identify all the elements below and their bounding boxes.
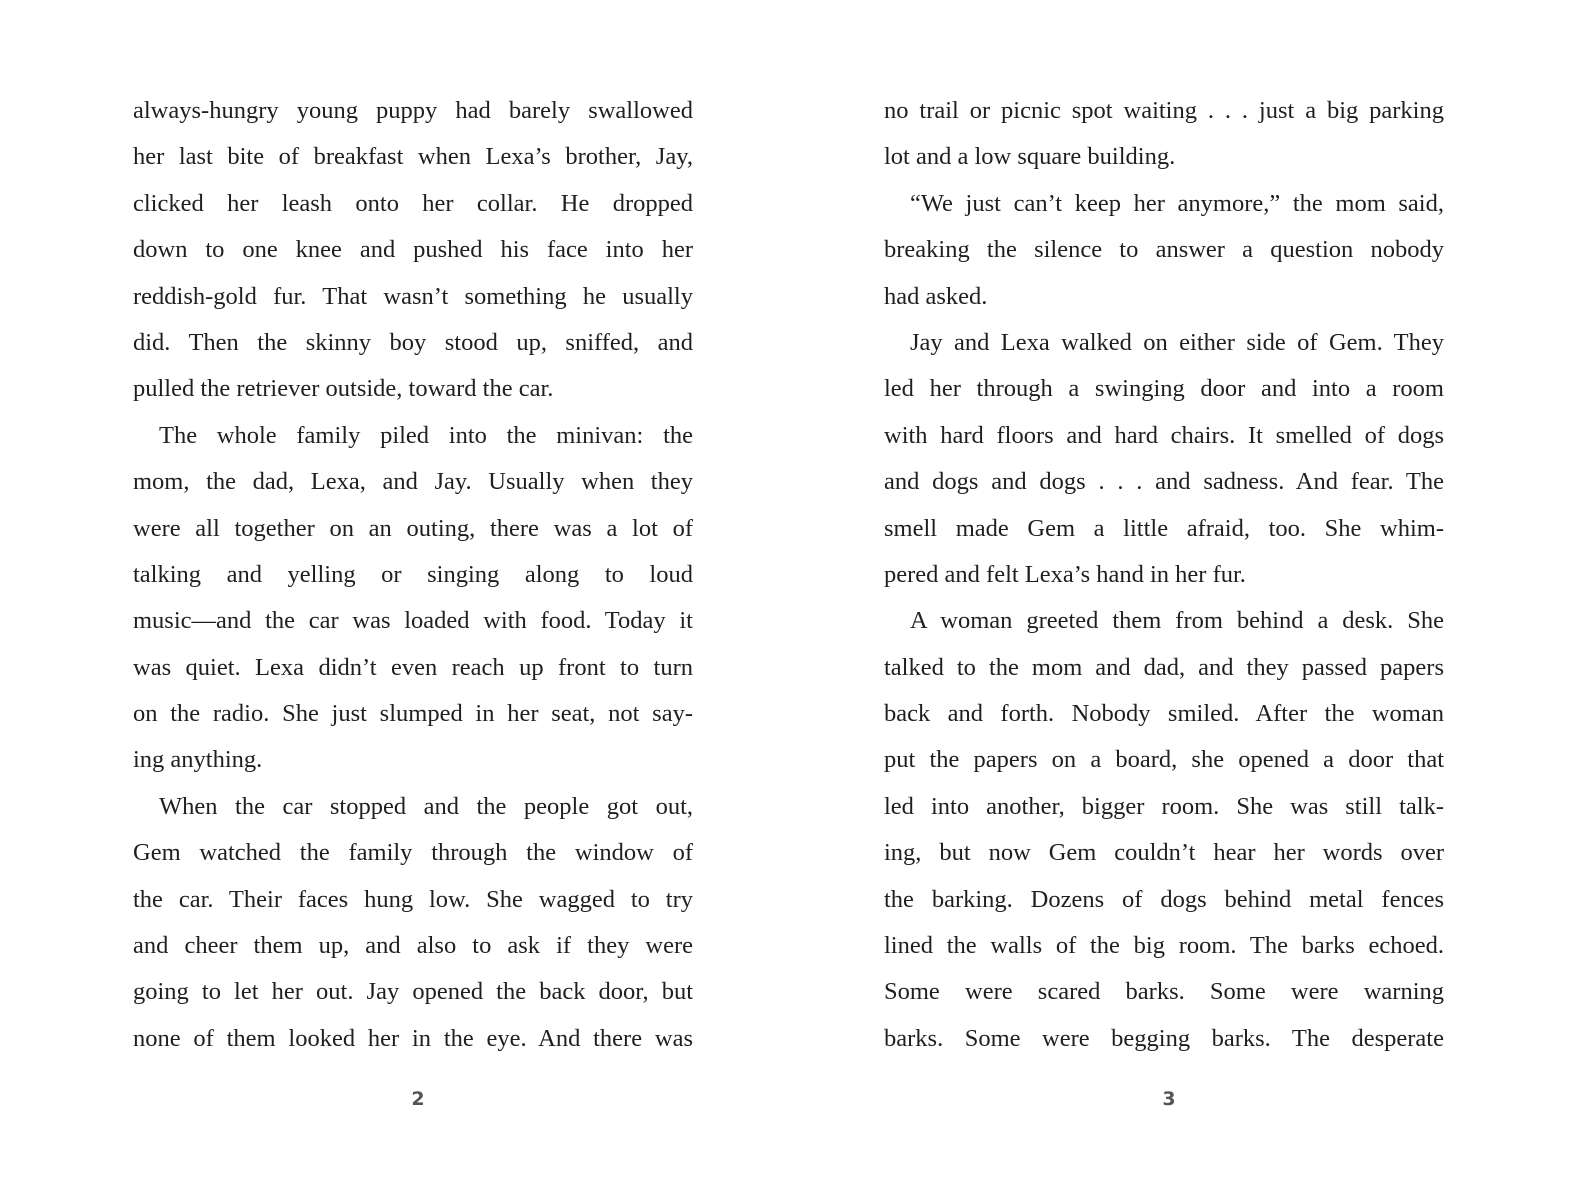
paragraph [133,88,693,413]
text-line: Some were scared barks. Some were warning [884,978,1444,1006]
text-line: ing, but now Gem couldn’t hear her words over [884,839,1444,867]
page-number-right: 3 [1162,1088,1176,1110]
text-line: her last bite of breakfast when Lexa’s brother, Jay, [133,143,693,171]
text-line: A woman greeted them from behind a desk. She [910,607,1444,635]
text-line: down to one knee and pushed his face into her [133,236,693,264]
text-line: had asked. [884,282,988,310]
right-page-body [884,88,1444,1053]
text-line: mom, the dad, Lexa, and Jay. Usually when they [133,468,693,496]
text-line: lined the walls of the big room. The barks echoed. [884,932,1444,960]
text-line: back and forth. Nobody smiled. After the woman [884,700,1444,728]
text-line: the barking. Dozens of dogs behind metal fences [884,885,1444,913]
text-line: put the papers on a board, she opened a door that [884,746,1444,774]
text-line: music—and the car was loaded with food. Today it [133,607,693,635]
text-line: Gem watched the family through the window of [133,839,693,867]
text-line: led her through a swinging door and into a room [884,375,1444,403]
text-line: going to let her out. Jay opened the back door, but [133,978,693,1006]
text-line: The whole family piled into the minivan: the [159,421,693,449]
paragraph [884,320,1444,598]
text-line: led into another, bigger room. She was still talk- [884,792,1444,820]
text-line: and dogs and dogs . . . and sadness. And fear. The [884,468,1444,496]
left-page [133,88,693,1053]
text-line: talking and yelling or singing along to loud [133,560,693,588]
text-line: “We just can’t keep her anymore,” the mom said, [910,189,1444,217]
text-line: smell made Gem a little afraid, too. She whim- [884,514,1444,542]
paragraph [884,181,1444,320]
text-line: Jay and Lexa walked on either side of Gem. They [910,328,1444,356]
text-line: pered and felt Lexa’s hand in her fur. [884,560,1246,588]
text-line: with hard floors and hard chairs. It smelled of dogs [884,421,1444,449]
text-line: reddish-gold fur. That wasn’t something he usually [133,282,693,310]
paragraph [884,88,1444,181]
text-line: always-hungry young puppy had barely swallowed [133,97,693,124]
text-line: none of them looked her in the eye. And there was [133,1024,693,1052]
text-line: breaking the silence to answer a question nobody [884,236,1444,264]
left-page-body [133,88,693,1053]
text-line: When the car stopped and the people got out, [159,792,693,820]
text-line: barks. Some were begging barks. The desperate [884,1024,1444,1052]
text-line: was quiet. Lexa didn’t even reach up front to turn [133,653,693,681]
paragraph [133,784,693,1053]
text-line: and cheer them up, and also to ask if they were [133,932,693,960]
text-line: did. Then the skinny boy stood up, sniffed, and [133,328,693,356]
paragraph [133,413,693,784]
text-line: clicked her leash onto her collar. He dropped [133,189,693,217]
text-line: talked to the mom and dad, and they passed papers [884,653,1444,681]
text-line: the car. Their faces hung low. She wagged to try [133,885,693,913]
page-number-left: 2 [411,1088,425,1110]
right-page [884,88,1444,1053]
text-line: lot and a low square building. [884,143,1176,171]
text-line: were all together on an outing, there was a lot of [133,514,693,542]
text-line: no trail or picnic spot waiting . . . just a big parking [884,97,1444,124]
paragraph [884,598,1444,1053]
text-line: ing anything. [133,746,263,774]
text-line: pulled the retriever outside, toward the car. [133,375,554,403]
text-line: on the radio. She just slumped in her seat, not say- [133,700,693,728]
